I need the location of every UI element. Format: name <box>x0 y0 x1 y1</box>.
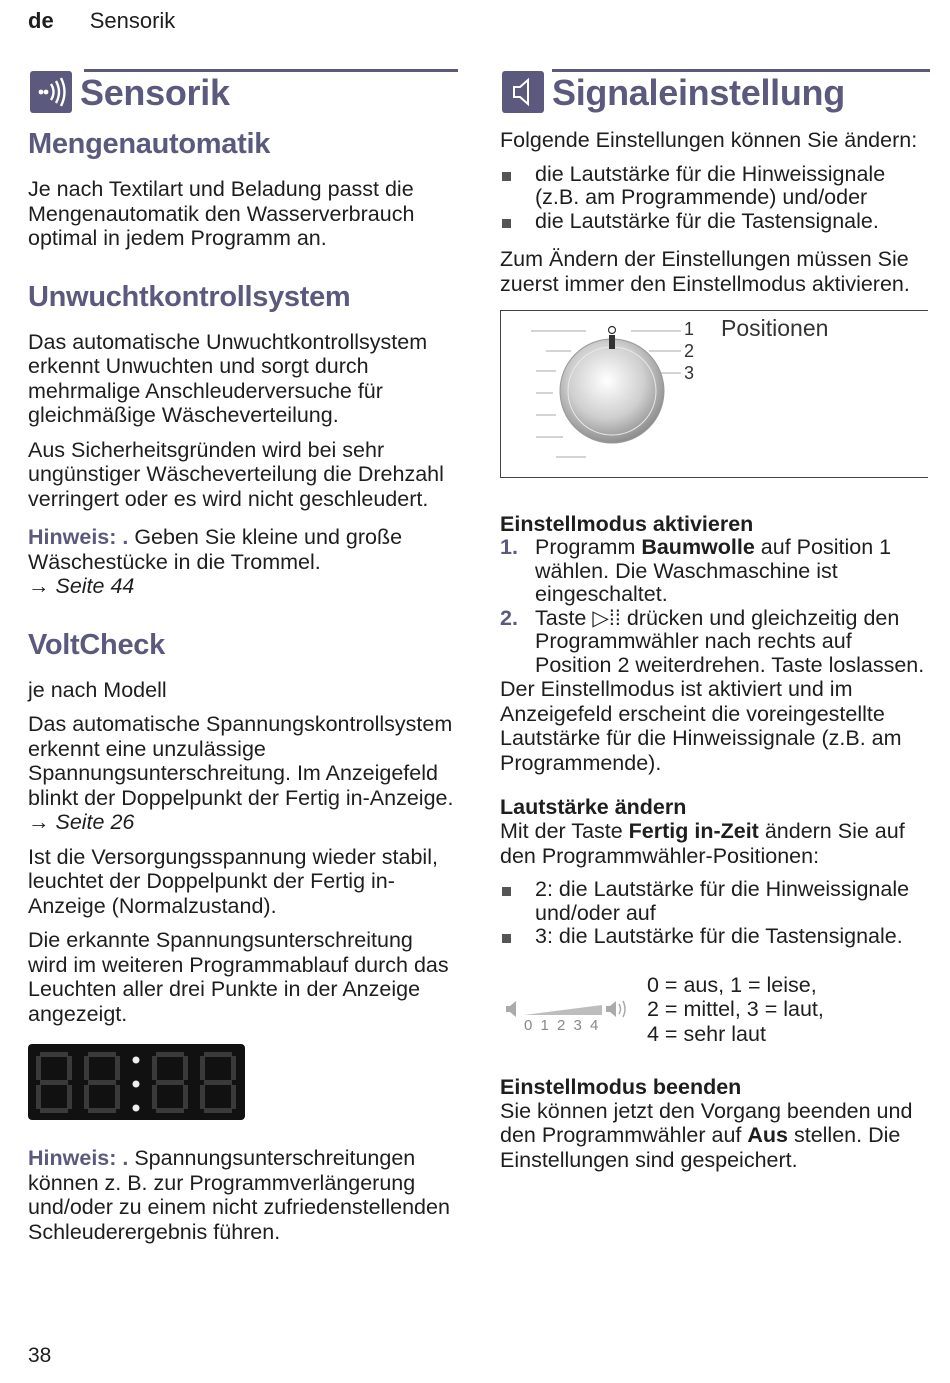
mengenautomatik-text: Je nach Textilart und Beladung passt die Mengenautomatik den Wasserverbrauch optimal in jedem Programm an. <box>28 177 415 250</box>
step-item <box>500 607 928 678</box>
legend-line: 0 = aus, 1 = leise, <box>647 972 817 997</box>
sensor-icon <box>30 71 72 113</box>
step-item <box>500 536 928 607</box>
hint-text: Geben Sie kleine und große Wäschestücke in die Trommel. <box>28 525 403 574</box>
start-pause-icon: ▷⁞⁞ <box>592 605 621 630</box>
header-section: Sensorik <box>89 8 176 33</box>
right-column <box>500 66 928 1182</box>
legend-line: 2 = mittel, 3 = laut, <box>647 997 824 1021</box>
step-text: drücken und gleichzeitig den Programmwähler nach rechts auf Position 2 weiterdrehen. Taste loslassen. <box>535 605 925 677</box>
hint-text: Spannungsunterschreitungen können z. B. zur Programmverlängerung und/oder zu einem nicht zufriedenstellenden Schleuderergebnis führen. <box>28 1146 450 1244</box>
step-number: 2. <box>500 605 518 630</box>
page-header <box>28 8 175 34</box>
list-item: die Lautstärke für die Tastensignale. <box>500 210 928 234</box>
voltcheck-p1-text: Das automatische Spannungskontrollsystem erkennt eine unzulässige Spannungsunterschreitung. Im Anzeigefeld blinkt der Doppelpunkt der Fertig in-Anzeige. <box>28 712 454 810</box>
position-label: 3 <box>684 363 695 383</box>
heading-mengenautomatik: Mengenautomatik <box>28 128 271 160</box>
unwucht-p1: Das automatische Unwuchtkontrollsystem erkennt Unwuchten und sorgt durch mehrmalige Anschleuderversuche für gleichmäßige Wäscheverteilung. <box>28 329 428 427</box>
end-text <box>500 1099 928 1173</box>
unwucht-p2: Aus Sicherheitsgründen wird bei sehr ungünstiger Wäscheverteilung die Drehzahl verringert oder es wird nicht geschleudert. <box>28 437 444 511</box>
page-reference-link[interactable]: → Seite 26 <box>28 810 135 834</box>
position-label: 2 <box>684 341 695 361</box>
legend-line: 4 = sehr laut <box>647 1021 766 1046</box>
volume-intro <box>500 819 928 868</box>
end-text-part: Sie können jetzt den Vorgang beenden und den Programmwähler auf <box>500 1098 913 1147</box>
position-name: Aus <box>747 1123 788 1147</box>
sensorik-heading-row <box>28 66 458 118</box>
hint-label: Hinweis: . <box>28 525 129 549</box>
activate-note: Zum Ändern der Einstellungen müssen Sie zuerst immer den Einstellmodus aktivieren. <box>500 247 910 296</box>
program-name: Baumwolle <box>641 535 755 559</box>
step-text: Taste <box>535 605 593 630</box>
heading-voltcheck: VoltCheck <box>28 628 165 661</box>
settings-list <box>500 163 928 234</box>
volume-intro-text: Mit der Taste <box>500 819 629 843</box>
heading-unwucht: Unwuchtkontrollsystem <box>28 280 351 313</box>
position-label: 1 <box>684 319 695 339</box>
volume-legend <box>647 973 824 1047</box>
page-number: 38 <box>28 1344 52 1367</box>
volume-intro-text: ändern Sie auf den Programmwähler-Positionen: <box>500 819 905 868</box>
section-title-sensorik: Sensorik <box>80 72 230 113</box>
list-item: 2: die Lautstärke für die Hinweissignale und/oder auf <box>500 878 928 925</box>
button-name: Fertig in-Zeit <box>628 819 759 843</box>
voltcheck-p2: Ist die Versorgungsspannung wieder stabil, leuchtet der Doppelpunkt der Fertig in-Anzeige (Normalzustand). <box>28 844 438 918</box>
activation-steps <box>500 536 928 677</box>
page-reference-link[interactable]: → Seite 44 <box>28 574 135 598</box>
heading-activate: Einstellmodus aktivieren <box>500 512 754 536</box>
volume-scale-numbers: 0 1 2 3 4 <box>524 1016 601 1034</box>
step-text: Programm <box>535 535 642 559</box>
seven-segment-display <box>28 1044 245 1120</box>
list-item: 3: die Lautstärke für die Tastensignale. <box>500 925 928 949</box>
end-text-part: stellen. Die Einstellungen sind gespeichert. <box>500 1123 901 1172</box>
speaker-icon <box>502 71 544 113</box>
program-selector-figure <box>500 310 928 478</box>
voltcheck-p3: Die erkannte Spannungsunterschreitung wird im weiteren Programmablauf durch das Leuchten aller drei Punkte in der Anzeige angezeigt. <box>28 928 449 1026</box>
heading-volume: Lautstärke ändern <box>500 795 687 819</box>
signal-intro: Folgende Einstellungen können Sie ändern: <box>500 128 918 152</box>
language-tag: de <box>28 8 54 33</box>
list-item: die Lautstärke für die Hinweissignale (z.B. am Programmende) und/oder <box>500 163 928 210</box>
section-title-signaleinstellung: Signaleinstellung <box>552 72 845 113</box>
volume-list <box>500 878 928 949</box>
step-text: auf Position 1 wählen. Die Waschmaschine ist eingeschaltet. <box>535 535 892 606</box>
hint-label: Hinweis: . <box>28 1146 129 1170</box>
positions-caption: Positionen <box>721 315 829 341</box>
unwucht-hint <box>28 525 458 599</box>
step-number: 1. <box>500 535 518 559</box>
activate-result: Der Einstellmodus ist aktiviert und im Anzeigefeld erscheint die voreingestellte Lautstärke für die Hinweissignale (z.B. am Programmende). <box>500 677 902 775</box>
voltcheck-p1 <box>28 712 458 835</box>
signal-heading-row <box>500 66 928 118</box>
heading-end: Einstellmodus beenden <box>500 1074 742 1099</box>
voltcheck-model-note: je nach Modell <box>28 677 167 702</box>
volume-scale <box>500 973 928 1053</box>
left-column <box>28 66 458 1254</box>
voltcheck-hint <box>28 1146 458 1244</box>
